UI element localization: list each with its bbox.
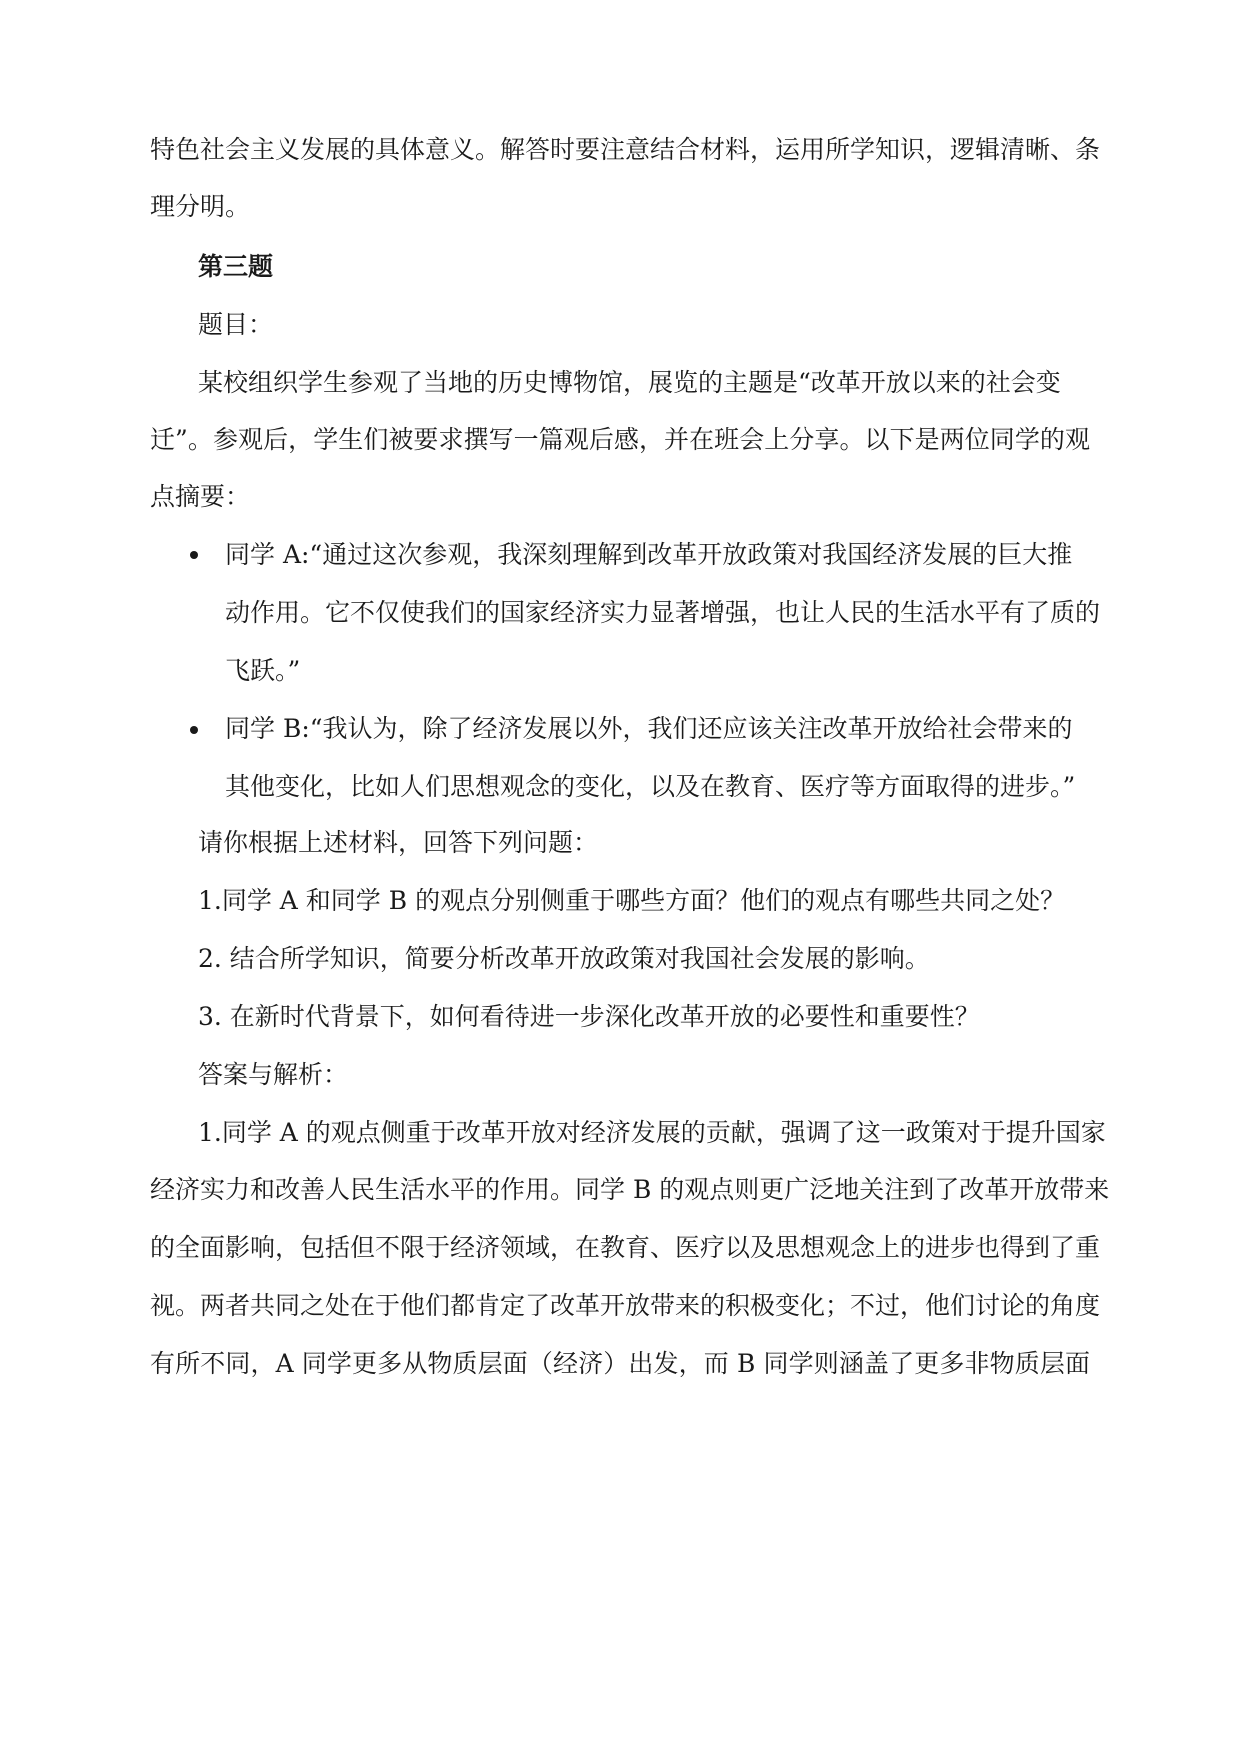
bullet-line-student-b: 同学 B:“我认为，除了经济发展以外，我们还应该关注改革开放给社会带来的 (225, 714, 1073, 743)
question-item: 2. 结合所学知识，简要分析改革开放政策对我国社会发展的影响。 (198, 944, 930, 973)
answer-line: 经济实力和改善人民生活水平的作用。同学 B 的观点则更广泛地关注到了改革开放带来 (150, 1175, 1110, 1204)
paragraph-line: 特色社会主义发展的具体意义。解答时要注意结合材料，运用所学知识，逻辑清晰、条 (150, 135, 1101, 164)
answer-line: 有所不同，A 同学更多从物质层面（经济）出发，而 B 同学则涵盖了更多非物质层面 (150, 1349, 1090, 1378)
answer-line: 视。两者共同之处在于他们都肯定了改革开放带来的积极变化；不过，他们讨论的角度 (150, 1291, 1101, 1320)
bullet-line-student-b: 其他变化，比如人们思想观念的变化，以及在教育、医疗等方面取得的进步。” (225, 772, 1076, 801)
paragraph-line: 点摘要： (150, 482, 251, 511)
answer-line: 1.同学 A 的观点侧重于改革开放对经济发展的贡献，强调了这一政策对于提升国家 (198, 1118, 1106, 1147)
label-answer: 答案与解析： (198, 1060, 349, 1089)
paragraph-line: 理分明。 (150, 192, 251, 221)
section-heading: 第三题 (198, 252, 274, 281)
bullet-line-student-a: 动作用。它不仅使我们的国家经济实力显著增强，也让人民的生活水平有了质的 (225, 598, 1101, 627)
answer-line: 的全面影响，包括但不限于经济领域，在教育、医疗以及思想观念上的进步也得到了重 (150, 1233, 1101, 1262)
bullet-icon (190, 551, 198, 559)
paragraph-line: 迁”。参观后，学生们被要求撰写一篇观后感，并在班会上分享。以下是两位同学的观 (150, 425, 1090, 454)
bullet-icon (190, 726, 198, 734)
question-item: 1.同学 A 和同学 B 的观点分别侧重于哪些方面？他们的观点有哪些共同之处？ (198, 886, 1066, 915)
bullet-line-student-a: 同学 A:“通过这次参观，我深刻理解到改革开放政策对我国经济发展的巨大推 (225, 540, 1073, 569)
question-item: 3. 在新时代背景下，如何看待进一步深化改革开放的必要性和重要性？ (198, 1002, 980, 1031)
label-question: 题目： (198, 310, 274, 339)
paragraph-line: 某校组织学生参观了当地的历史博物馆，展览的主题是“改革开放以来的社会变 (198, 368, 1061, 397)
bullet-line-student-a: 飞跃。” (225, 656, 301, 685)
paragraph-line: 请你根据上述材料，回答下列问题： (198, 828, 599, 857)
